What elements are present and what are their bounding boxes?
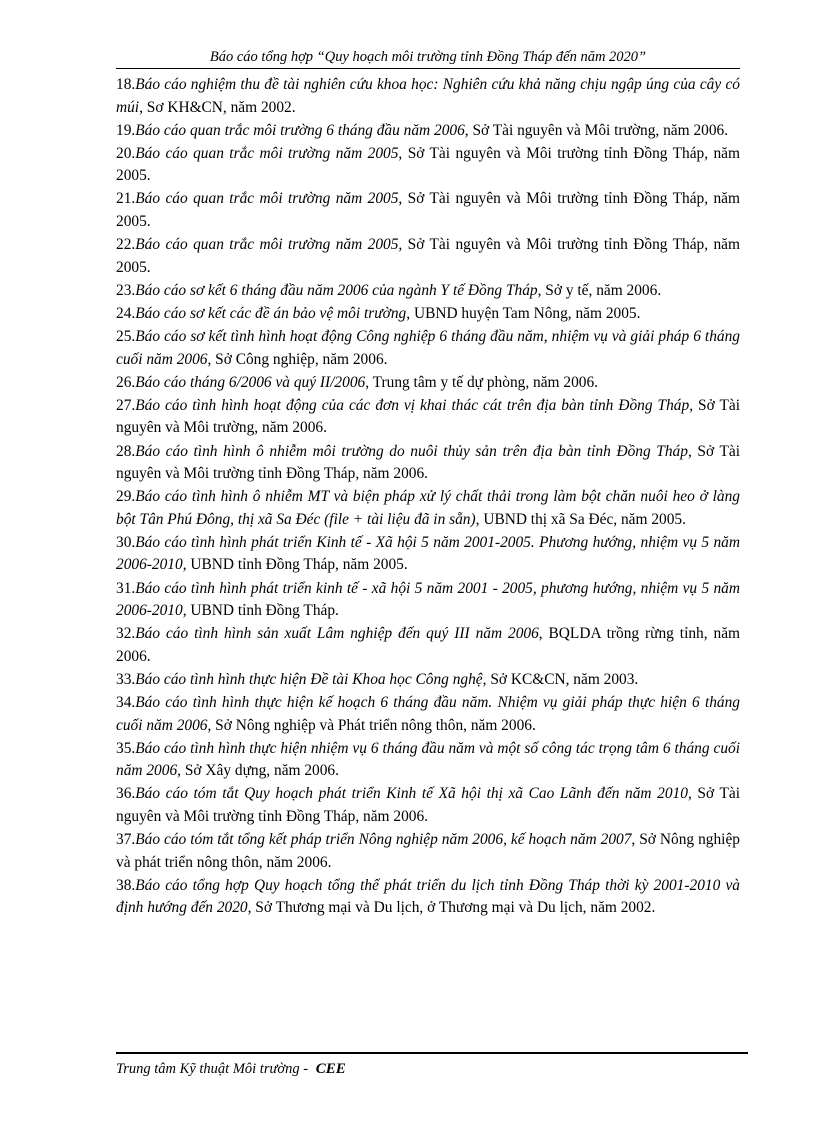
reference-rest: Sở Thương mại và Du lịch, ở Thương mại và Du lịch, năm 2002.	[251, 899, 656, 917]
reference-num: 20.	[116, 144, 136, 162]
reference-title: Báo cáo tổng hợp Quy hoạch tổng thể phát triển du lịch tỉnh Đồng Tháp thời kỳ 2001-2010 và định hướng đến 2020,	[116, 876, 740, 917]
reference-item	[116, 578, 740, 623]
reference-item	[116, 875, 740, 920]
reference-title: Báo cáo quan trắc môi trường 6 tháng đầu năm 2006	[135, 121, 465, 139]
reference-num: 29.	[116, 488, 136, 506]
reference-rest: , Sơ KH&CN, năm 2002.	[139, 98, 296, 116]
page-header: Báo cáo tổng hợp “Quy hoạch môi trường tỉnh Đồng Tháp đến năm 2020”	[209, 49, 647, 65]
reference-title: Báo cáo tình hình ô nhiễm môi trường do nuôi thủy sản trên địa bàn tỉnh Đồng Tháp	[135, 442, 688, 460]
reference-title: Báo cáo tình hình phát triển kinh tế - xã hội 5 năm 2001 - 2005, phương hướng, nhiệm vụ 5 năm 2006-2010,	[116, 579, 740, 620]
footer-rule	[116, 1052, 748, 1054]
reference-num: 38.	[116, 876, 136, 894]
reference-title: Báo cáo quan trắc môi trường năm 2005,	[135, 190, 403, 208]
reference-num: 28.	[116, 442, 136, 460]
reference-title: Báo cáo tình hình ô nhiễm MT và biện pháp xử lý chất thải trong làm bột chăn nuôi heo ở làng bột Tân Phú Đông, thị xã Sa Đéc (file + tài liệu đã in sẵn)	[116, 488, 740, 528]
reference-num: 26.	[116, 373, 136, 391]
reference-rest: , UBND tỉnh Đồng Tháp, năm 2005.	[182, 556, 408, 574]
reference-rest: , Sở Tài nguyên và Môi trường, năm 2006.	[116, 396, 740, 437]
footer-brand: CEE	[315, 1061, 346, 1077]
reference-title: Báo cáo tóm tắt Quy hoạch phát triển Kinh tế Xã hội thị xã Cao Lãnh đến năm 2010	[135, 785, 688, 803]
reference-title: Báo cáo tháng 6/2006 và quý II/2006	[135, 373, 366, 391]
reference-title: Báo cáo tình hình hoạt động của các đơn vị khai thác cát trên địa bàn tỉnh Đồng Tháp	[135, 396, 690, 414]
reference-item	[116, 829, 740, 874]
reference-title: Báo cáo sơ kết các đề án bảo vệ môi trường	[135, 304, 407, 322]
reference-list	[116, 74, 740, 920]
reference-item	[116, 692, 740, 737]
reference-item	[116, 532, 740, 577]
reference-title: Báo cáo tình hình thực hiện nhiệm vụ 6 tháng đầu năm và một số công tác trọng tâm 6 tháng cuối năm 2006	[116, 739, 740, 780]
reference-item	[116, 395, 740, 440]
reference-num: 21.	[116, 190, 136, 208]
reference-title: Báo cáo tình hình sản xuất Lâm nghiệp đến quý III năm 2006	[135, 625, 539, 643]
reference-item	[116, 486, 740, 531]
reference-title: Báo cáo tình hình thực hiện Đề tài Khoa học Công nghệ	[135, 670, 483, 688]
reference-title: Báo cáo tóm tắt tổng kết pháp triển Nông nghiệp năm 2006, kế hoạch năm 2007	[135, 831, 632, 849]
reference-rest: , BQLDA trồng rừng tỉnh, năm 2006.	[116, 625, 740, 665]
reference-rest: , Sở KC&CN, năm 2003.	[482, 670, 639, 688]
reference-item	[116, 120, 740, 143]
reference-item	[116, 441, 740, 486]
reference-num: 35.	[116, 739, 136, 757]
reference-item	[116, 143, 740, 188]
reference-item	[116, 280, 740, 303]
reference-rest: , Sở Xây dựng, năm 2006.	[177, 762, 339, 780]
reference-item	[116, 74, 740, 119]
footer-text: Trung tâm Kỹ thuật Môi trường -	[116, 1061, 309, 1077]
reference-rest: , Sở Công nghiệp, năm 2006.	[207, 350, 388, 368]
reference-title: Báo cáo nghiệm thu đề tài nghiên cứu khoa học: Nghiên cứu khả năng chịu ngập úng của cây có múi	[116, 76, 740, 116]
reference-num: 22.	[116, 236, 136, 254]
reference-num: 25.	[116, 328, 136, 346]
reference-item	[116, 669, 740, 692]
reference-title: Báo cáo sơ kết tình hình hoạt động Công nghiệp 6 tháng đầu năm, nhiệm vụ và giải pháp 6 tháng cuối năm 2006	[116, 328, 740, 368]
reference-rest: , Trung tâm y tế dự phòng, năm 2006.	[365, 373, 599, 391]
reference-rest: , Sở y tế, năm 2006.	[537, 281, 662, 299]
reference-num: 31.	[116, 579, 136, 597]
reference-title: Báo cáo quan trắc môi trường năm 2005,	[135, 236, 403, 254]
reference-num: 37.	[116, 831, 136, 849]
reference-item	[116, 303, 740, 326]
reference-rest: , Sở Tài nguyên và Môi trường, năm 2006.	[464, 121, 729, 139]
reference-rest: , Sở Tài nguyên và Môi trường tỉnh Đồng Tháp, năm 2006.	[116, 442, 740, 483]
reference-item	[116, 783, 740, 828]
reference-item	[116, 234, 740, 279]
reference-rest: Sở Tài nguyên và Môi trường tỉnh Đồng Tháp, năm 2005.	[116, 236, 740, 276]
reference-num: 23.	[116, 281, 136, 299]
reference-num: 36.	[116, 785, 136, 803]
reference-num: 30.	[116, 533, 136, 551]
reference-title: Báo cáo sơ kết 6 tháng đầu năm 2006 của ngành Y tế Đồng Tháp	[135, 281, 538, 299]
reference-num: 33.	[116, 670, 136, 688]
reference-rest: , UBND huyện Tam Nông, năm 2005.	[406, 304, 641, 322]
reference-rest: , Sở Nông nghiệp và Phát triển nông thôn, năm 2006.	[207, 716, 536, 734]
reference-num: 34.	[116, 694, 136, 712]
reference-num: 18.	[116, 76, 136, 93]
header-rule	[116, 68, 740, 69]
reference-rest: , UBND thị xã Sa Đéc, năm 2005.	[475, 510, 686, 528]
reference-title: Báo cáo tình hình phát triển Kinh tế - Xã hội 5 năm 2001-2005. Phương hướng, nhiệm vụ 5 năm 2006-2010	[116, 533, 740, 574]
reference-title: Báo cáo quan trắc môi trường năm 2005	[135, 144, 399, 162]
reference-num: 24.	[116, 304, 136, 322]
reference-item	[116, 372, 740, 395]
reference-rest: UBND tỉnh Đồng Tháp.	[186, 602, 339, 620]
reference-rest: , Sở Tài nguyên và Môi trường tỉnh Đồng Tháp, năm 2006.	[116, 785, 740, 825]
reference-rest: , Sở Tài nguyên và Môi trường tỉnh Đồng Tháp, năm 2005.	[116, 144, 740, 185]
reference-title: Báo cáo tình hình thực hiện kế hoạch 6 tháng đầu năm. Nhiệm vụ giải pháp thực hiện 6 tháng cuối năm 2006	[116, 694, 740, 734]
reference-item	[116, 326, 740, 371]
reference-num: 19.	[116, 121, 136, 139]
reference-num: 32.	[116, 625, 136, 643]
reference-rest: , Sở Nông nghiệp và phát triển nông thôn, năm 2006.	[116, 831, 740, 871]
reference-rest: Sở Tài nguyên và Môi trường tỉnh Đồng Tháp, năm 2005.	[116, 190, 740, 231]
reference-item	[116, 623, 740, 668]
page-footer	[116, 1060, 346, 1078]
reference-item	[116, 188, 740, 233]
reference-num: 27.	[116, 396, 136, 414]
reference-item	[116, 738, 740, 783]
